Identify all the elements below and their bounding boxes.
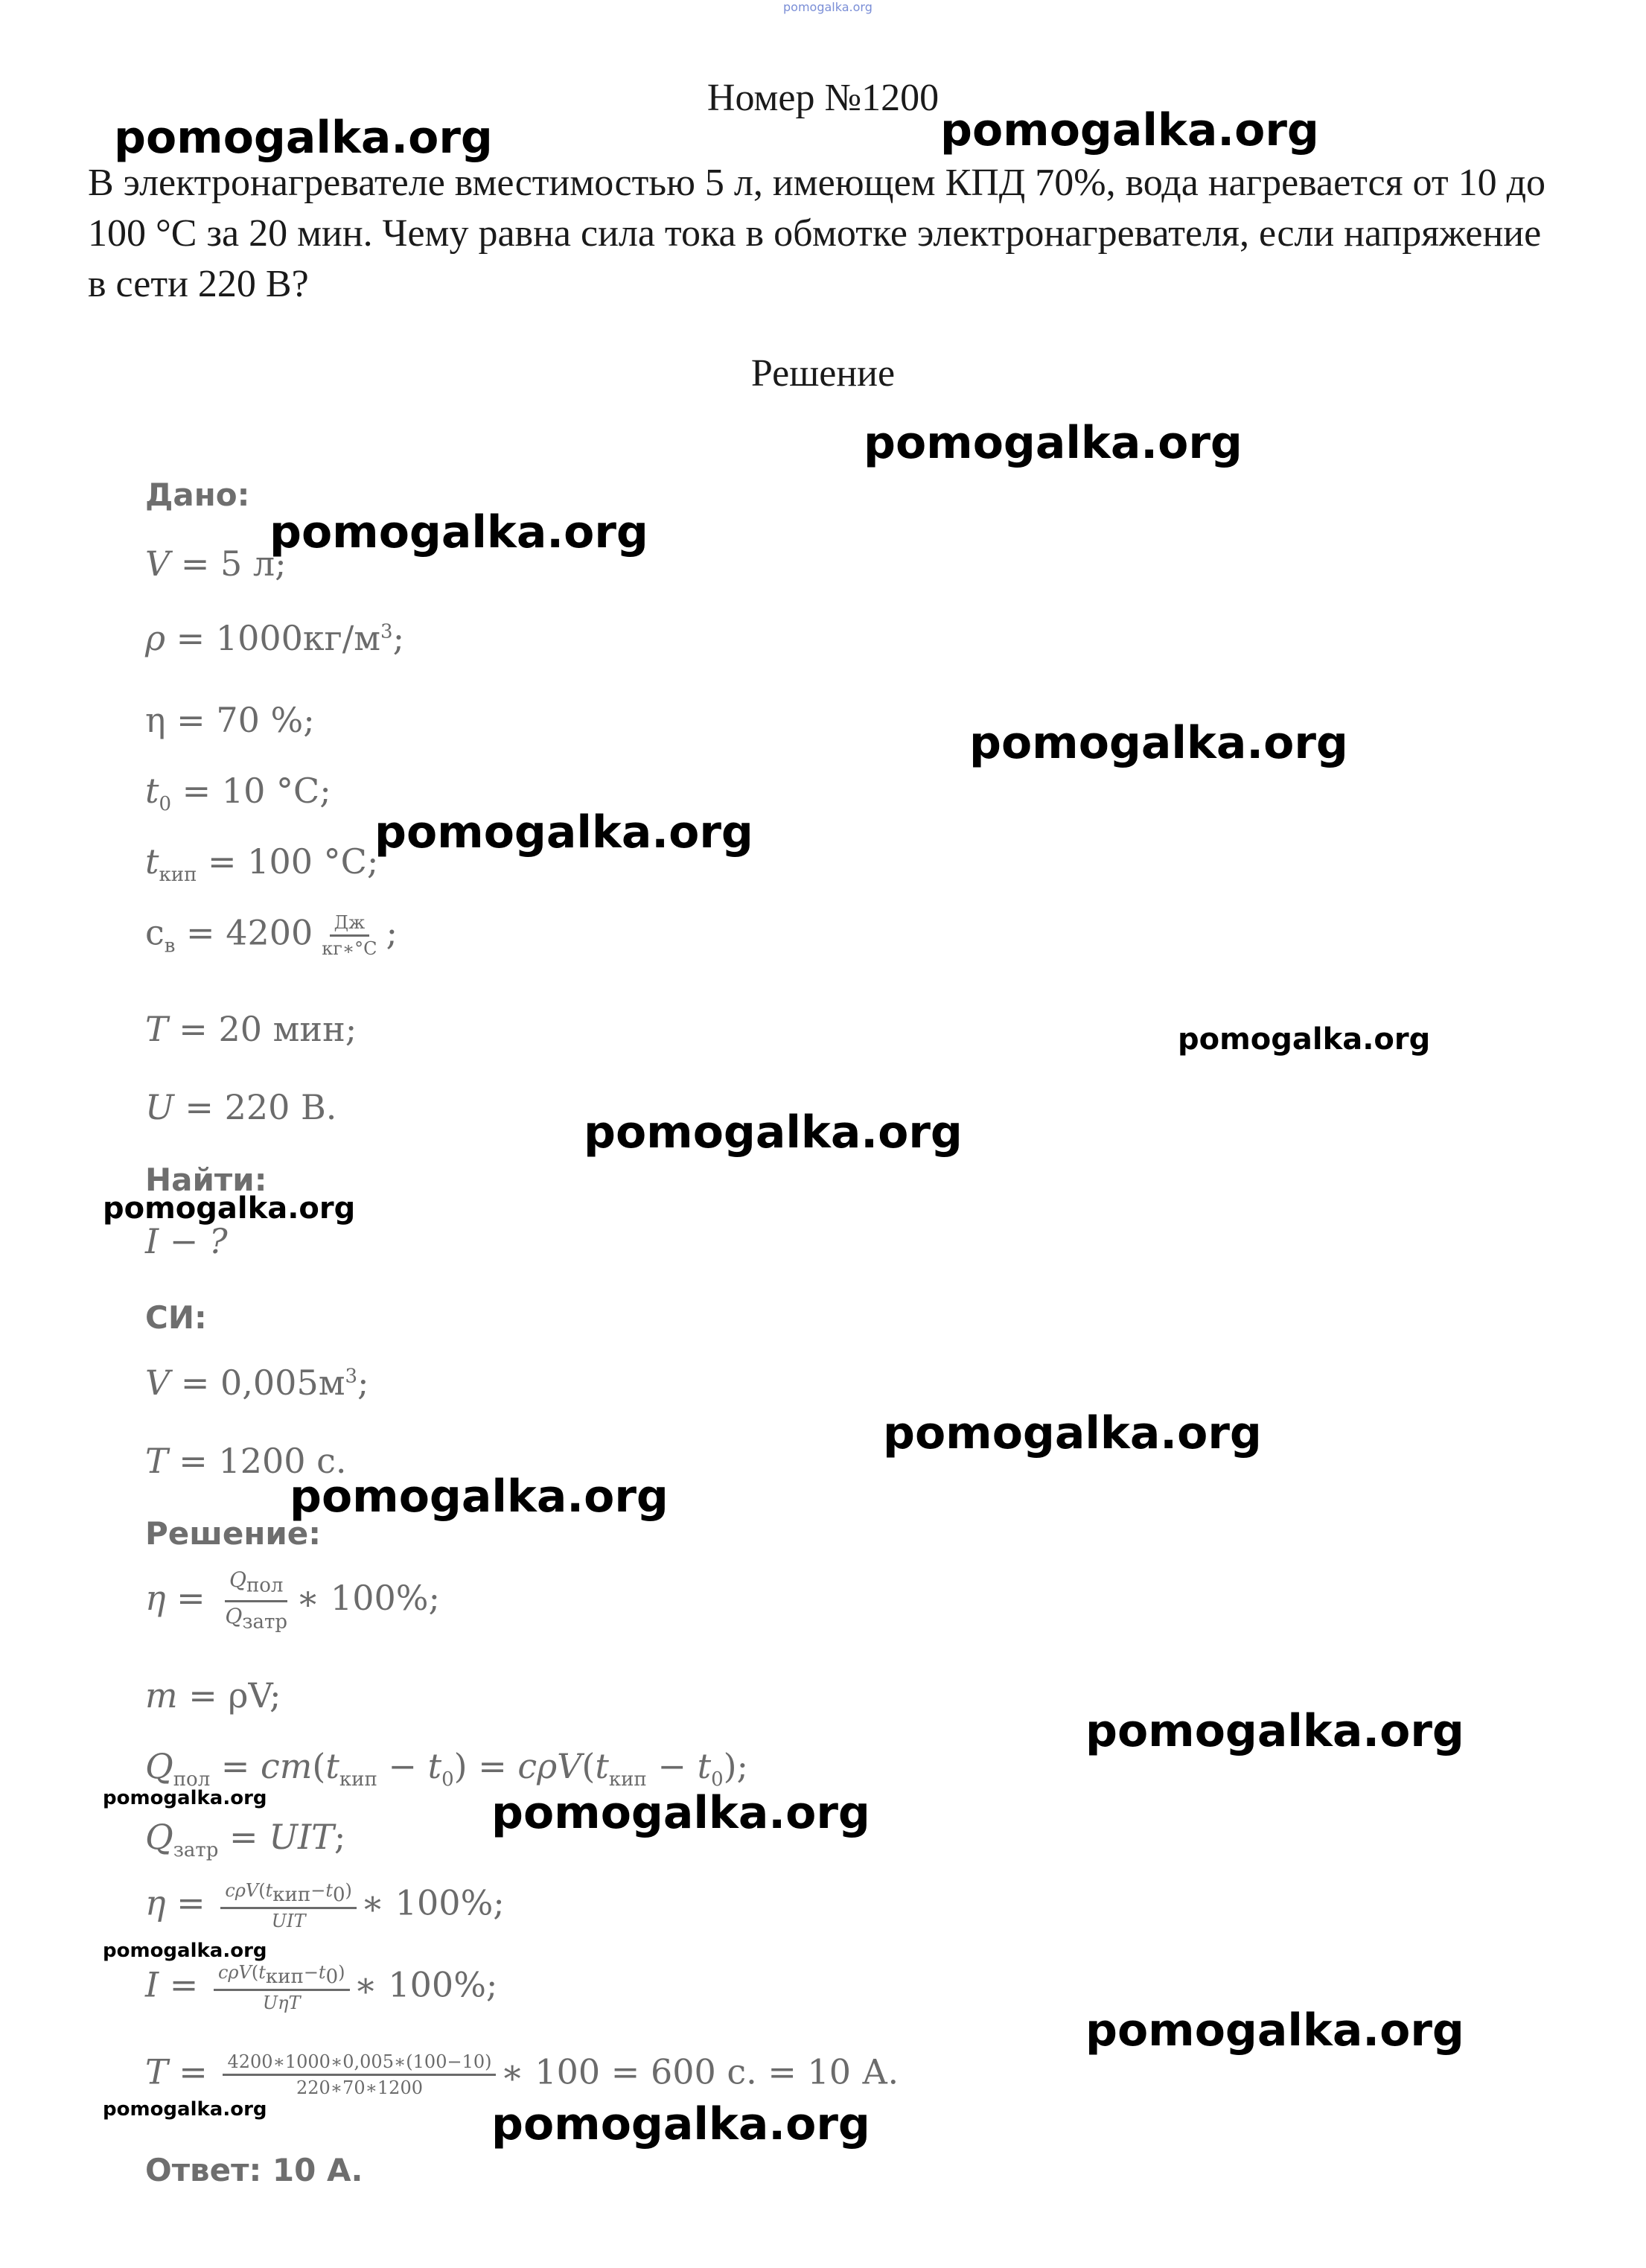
si-time-value: 1200 с. — [218, 1441, 347, 1481]
efficiency-fraction: $\frac{Q_{пол}}{Q_{затр}}$ — [225, 1567, 288, 1634]
given-initial-temperature: $t_0 = 10$ °С; — [145, 771, 331, 816]
formula-efficiency: η = $\frac{Q_{пол}}{Q_{затр}}$ ∗ 100%; — [145, 1567, 440, 1634]
watermark: pomogalka.org — [940, 104, 1319, 156]
formula-mass-value: = ρV; — [188, 1675, 281, 1716]
final-fraction-numerator: 4200∗1000∗0,005∗(100−10) — [223, 2051, 496, 2076]
specific-heat-unit-denominator: кг∗°С — [322, 938, 377, 959]
watermark: pomogalka.org — [103, 1787, 267, 1809]
formula-useful-heat: $Q_{пол} = cm(t_{кип} - t_0) = c\rho V(t_{кип} - t_0)$; — [145, 1746, 749, 1791]
final-fraction — [223, 2051, 496, 2098]
si-volume: $V = 0,005м^3$; — [145, 1363, 369, 1403]
watermark: pomogalka.org — [491, 2098, 870, 2150]
formula-efficiency-suffix: ∗ 100%; — [296, 1578, 440, 1619]
given-efficiency: η = 70 %; — [145, 700, 315, 740]
given-time-value: 20 мин; — [218, 1009, 357, 1049]
top-watermark: pomogalka.org — [783, 0, 873, 14]
given-voltage-value: 220 В. — [224, 1087, 337, 1127]
watermark: pomogalka.org — [1085, 2004, 1464, 2057]
watermark: pomogalka.org — [269, 506, 648, 558]
watermark: pomogalka.org — [114, 112, 493, 164]
given-time: T = 20 мин; — [145, 1009, 357, 1049]
given-volume: V = 5 л; — [145, 544, 287, 584]
formula-mass: m = ρV; — [145, 1675, 281, 1716]
watermark: pomogalka.org — [1178, 1022, 1431, 1057]
formula-current: I = $\frac{c\rho V(t_{кип}-t_0)}{\text{UηT}}$ ∗ 100%; — [145, 1962, 498, 2013]
given-boiling-temperature-value: 100 °С; — [247, 841, 379, 882]
watermark: pomogalka.org — [491, 1787, 870, 1839]
watermark: pomogalka.org — [969, 717, 1348, 769]
given-heading: Дано: — [145, 477, 250, 513]
watermark: pomogalka.org — [864, 417, 1243, 469]
watermark: pomogalka.org — [374, 806, 753, 859]
final-result: ∗ 100 = 600 с. = 10 А. — [500, 2051, 899, 2092]
solution-heading: Решение — [750, 352, 896, 395]
given-volume-value: 5 л; — [220, 544, 287, 584]
page-title: Номер №1200 — [706, 77, 940, 119]
find-item — [145, 1221, 228, 1261]
si-volume-value: 0,005м — [220, 1363, 345, 1403]
specific-heat-unit-numerator: Дж — [330, 912, 370, 937]
given-specific-heat: $с_в = 4200$ $\frac{Дж}{кг∗^\circ С}$ ; — [145, 912, 398, 959]
formula-efficiency-expanded: η = $\frac{c\rho V(t_{кип}-t_0)}{\text{UIT}}$ ∗ 100%; — [145, 1880, 505, 1931]
given-density: $\rho = 1000кг/м^3$; — [145, 618, 405, 658]
specific-heat-unit — [317, 912, 381, 959]
given-voltage: U = 220 В. — [145, 1087, 337, 1127]
watermark: pomogalka.org — [103, 2098, 267, 2121]
formula-spent-heat: $Q_{затр}$ = UIT; — [145, 1817, 346, 1862]
watermark: pomogalka.org — [883, 1407, 1262, 1459]
given-specific-heat-value: 4200 — [226, 912, 313, 953]
watermark: pomogalka.org — [103, 1940, 267, 1962]
given-initial-temperature-value: 10 °С; — [221, 771, 331, 811]
given-boiling-temperature: $t_{кип} = 100$ °С; — [145, 841, 379, 887]
si-time: T = 1200 с. — [145, 1441, 347, 1481]
find-item-value: I − ? — [145, 1221, 228, 1261]
solution-steps-heading: Решение: — [145, 1515, 322, 1552]
watermark: pomogalka.org — [103, 1191, 356, 1226]
si-heading: СИ: — [145, 1299, 207, 1336]
problem-text: В электронагревателе вместимостью 5 л, имеющем КПД 70%, вода нагревается от 10 до 100 °С за 20 мин. Чему равна сила тока в обмотке электронагревателя, если напряжение в сети 220 В? — [88, 162, 1546, 305]
find-heading: Найти: — [145, 1162, 267, 1198]
formula-final-calculation: T = $\frac{4200∗1000∗0,005∗(100-10)}{220∗70∗1200}$ ∗ 100 = 600 с. = 10 А. — [145, 2051, 899, 2098]
final-fraction-denominator: 220∗70∗1200 — [296, 2077, 423, 2098]
watermark: pomogalka.org — [584, 1106, 963, 1159]
answer: Ответ: 10 А. — [145, 2152, 363, 2188]
given-density-value: 1000кг/м — [215, 618, 381, 658]
watermark: pomogalka.org — [1085, 1705, 1464, 1757]
watermark: pomogalka.org — [290, 1471, 669, 1523]
